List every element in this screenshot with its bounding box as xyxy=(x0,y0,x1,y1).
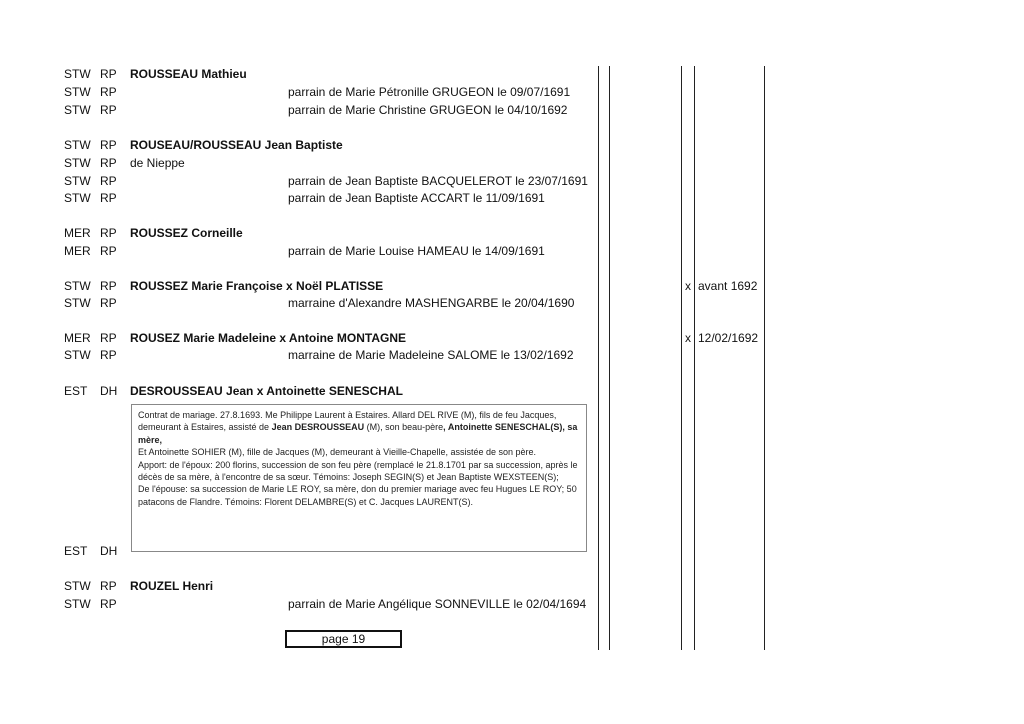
parish-code: STW xyxy=(64,279,91,293)
marriage-date: 12/02/1692 xyxy=(698,331,759,345)
parish-code: STW xyxy=(64,138,91,152)
source-code: RP xyxy=(100,348,117,362)
parish-code: EST xyxy=(64,544,88,558)
parish-code: STW xyxy=(64,67,91,81)
column-rule xyxy=(694,66,695,650)
parish-code: EST xyxy=(64,384,88,398)
source-code: RP xyxy=(100,579,117,593)
event-detail: marraine d'Alexandre MASHENGARBE le 20/04/1690 xyxy=(288,296,575,310)
person-name: ROUSEAU/ROUSSEAU Jean Baptiste xyxy=(130,138,343,152)
person-name: DESROUSSEAU Jean x Antoinette SENESCHAL xyxy=(130,384,403,398)
event-detail: parrain de Marie Louise HAMEAU le 14/09/1691 xyxy=(288,244,545,258)
page-number: page 19 xyxy=(285,630,402,648)
column-rule xyxy=(609,66,610,650)
parish-code: STW xyxy=(64,348,91,362)
source-code: RP xyxy=(100,138,117,152)
source-code: DH xyxy=(100,544,118,558)
source-code: RP xyxy=(100,67,117,81)
marriage-date: avant 1692 xyxy=(698,279,758,293)
source-code: RP xyxy=(100,85,117,99)
person-name: ROUSEZ Marie Madeleine x Antoine MONTAGNE xyxy=(130,331,407,345)
parish-code: STW xyxy=(64,156,91,170)
parish-code: MER xyxy=(64,331,91,345)
event-detail: marraine de Marie Madeleine SALOME le 13/02/1692 xyxy=(288,348,574,362)
person-name: ROUZEL Henri xyxy=(130,579,214,593)
parish-code: STW xyxy=(64,191,91,205)
parish-code: STW xyxy=(64,174,91,188)
parish-code: STW xyxy=(64,296,91,310)
origin-text: de Nieppe xyxy=(130,156,185,170)
parish-code: STW xyxy=(64,103,91,117)
person-name: ROUSSEZ Marie Françoise x Noël PLATISSE xyxy=(130,279,384,293)
parish-code: MER xyxy=(64,244,91,258)
column-rule xyxy=(681,66,682,650)
note-bold-text: , Antoinette SENESCHAL(S), sa mère, xyxy=(138,422,578,445)
parish-code: STW xyxy=(64,579,91,593)
note-text: Et Antoinette SOHIER (M), fille de Jacques (M), demeurant à Vieille-Chapelle, assistée de son père. xyxy=(138,447,537,458)
parish-code: STW xyxy=(64,597,91,611)
event-detail: parrain de Jean Baptiste ACCART le 11/09/1691 xyxy=(288,191,545,205)
column-rule xyxy=(598,66,599,650)
source-code: RP xyxy=(100,296,117,310)
source-code: RP xyxy=(100,597,117,611)
event-detail: parrain de Marie Pétronille GRUGEON le 09/07/1691 xyxy=(288,85,571,99)
source-code: DH xyxy=(100,384,118,398)
marriage-mark: x xyxy=(685,279,691,293)
source-code: RP xyxy=(100,226,117,240)
column-rule xyxy=(764,66,765,650)
note-text: Apport: de l'époux: 200 florins, succession de son feu père (remplacé le 21.8.1701 par sa succession, après le décès de sa mère, à l'encontre de sa sœur. Témoins: Joseph SEGIN(S) et Jean Baptiste WEXSTEEN(S); xyxy=(138,459,578,483)
parish-code: MER xyxy=(64,226,91,240)
person-name: ROUSSEZ Corneille xyxy=(130,226,243,240)
source-code: RP xyxy=(100,331,117,345)
source-code: RP xyxy=(100,174,117,188)
parish-code: STW xyxy=(64,85,91,99)
event-detail: parrain de Jean Baptiste BACQUELEROT le 23/07/1691 xyxy=(288,174,588,188)
marriage-contract-note xyxy=(131,404,587,552)
note-text: Contrat de mariage. 27.8.1693. Me Philippe Laurent à Estaires. Allard DEL RIVE (M), fils de feu Jacques, demeurant à Estaires, assisté de xyxy=(138,410,557,433)
marriage-mark: x xyxy=(685,331,691,345)
source-code: RP xyxy=(100,103,117,117)
source-code: RP xyxy=(100,279,117,293)
note-bold-text: Jean DESROUSSEAU xyxy=(271,422,365,433)
event-detail: parrain de Marie Angélique SONNEVILLE le 02/04/1694 xyxy=(288,597,587,611)
source-code: RP xyxy=(100,156,117,170)
note-text: De l'épouse: sa succession de Marie LE ROY, sa mère, don du premier mariage avec feu Hugues LE ROY; 50 patacons de Flandre. Témoins: Florent DELAMBRE(S) et C. Jacques LAURENT(S). xyxy=(138,484,577,507)
source-code: RP xyxy=(100,191,117,205)
person-name: ROUSSEAU Mathieu xyxy=(130,67,247,81)
source-code: RP xyxy=(100,244,117,258)
event-detail: parrain de Marie Christine GRUGEON le 04/10/1692 xyxy=(288,103,568,117)
note-text: (M), son beau-père xyxy=(364,422,444,433)
